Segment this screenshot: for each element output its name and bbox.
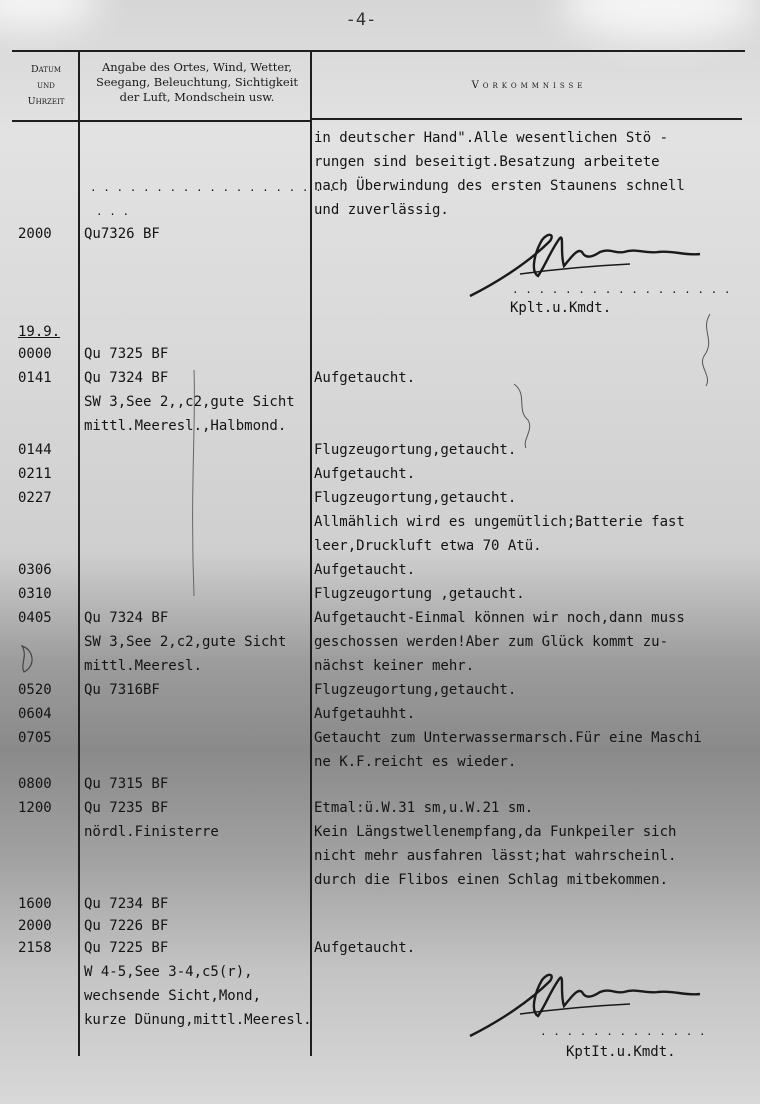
entry-event: Etmal:ü.W.31 sm,u.W.21 sm. bbox=[314, 800, 534, 816]
entry-event: Kein Längstwellenempfang,da Funkpeiler sich bbox=[314, 824, 677, 840]
entry-position: Qu 7234 BF bbox=[84, 896, 169, 912]
entry-time: 0144 bbox=[18, 442, 52, 458]
entry-event: durch die Flibos einen Schlag mitbekommen. bbox=[314, 872, 669, 888]
table-top-rule bbox=[12, 50, 745, 52]
header-ort: Angabe des Ortes, Wind, Wetter, Seegang, Beleuchtung, Sichtigkeit der Luft, Mondschein usw. bbox=[95, 60, 299, 104]
entry-time: 0705 bbox=[18, 730, 52, 746]
entry-position: SW 3,See 2,c2,gute Sicht bbox=[84, 634, 287, 650]
entry-event: Aufgetauhht. bbox=[314, 706, 416, 722]
entry-position: W 4-5,See 3-4,c5(r), bbox=[84, 964, 253, 980]
entry-position: Qu 7235 BF bbox=[84, 800, 169, 816]
entry-event: geschossen werden!Aber zum Glück kommt zu- bbox=[314, 634, 669, 650]
entry-time: 0800 bbox=[18, 776, 52, 792]
entry-time: 0227 bbox=[18, 490, 52, 506]
signature-2-caption: KptIt.u.Kmdt. bbox=[566, 1044, 676, 1060]
entry-position: Qu 7225 BF bbox=[84, 940, 169, 956]
dotted-filler: . . . . . . . . . . . . . . . . . . . . bbox=[90, 181, 349, 194]
entry-time: 1600 bbox=[18, 896, 52, 912]
entry-time: 0306 bbox=[18, 562, 52, 578]
entry-time: 0604 bbox=[18, 706, 52, 722]
signature-1-caption: Kplt.u.Kmdt. bbox=[510, 300, 612, 316]
entry-position: Qu 7324 BF bbox=[84, 610, 169, 626]
entry-event: Aufgetaucht. bbox=[314, 466, 416, 482]
entry-event: Flugzeugortung,getaucht. bbox=[314, 490, 517, 506]
entry-time: 0000 bbox=[18, 346, 52, 362]
pencil-mark bbox=[508, 380, 538, 450]
column-divider-1 bbox=[78, 50, 80, 1056]
entry-time: 0141 bbox=[18, 370, 52, 386]
page-number: -4- bbox=[345, 10, 377, 30]
entry-time: 2158 bbox=[18, 940, 52, 956]
entry-event: nächst keiner mehr. bbox=[314, 658, 475, 674]
date-19-9: 19.9. bbox=[18, 324, 61, 340]
signature-dots: . . . . . . . . . . . . . . . . . bbox=[512, 283, 731, 296]
entry-event: Aufgetaucht. bbox=[314, 562, 416, 578]
entry-position: mittl.Meeresl.,Halbmond. bbox=[84, 418, 287, 434]
header-datum: Datum und Uhrzeit bbox=[27, 64, 65, 107]
entry-event: Aufgetaucht-Einmal können wir noch,dann muss bbox=[314, 610, 685, 626]
entry-position: kurze Dünung,mittl.Meeresl. bbox=[84, 1012, 312, 1028]
entry-event: Flugzeugortung,getaucht. bbox=[314, 442, 517, 458]
entry-event: rungen sind beseitigt.Besatzung arbeitete bbox=[314, 154, 660, 170]
entry-event: nicht mehr ausfahren lässt;hat wahrscheinl. bbox=[314, 848, 677, 864]
entry-position: SW 3,See 2,,c2,gute Sicht bbox=[84, 394, 295, 410]
entry-event: Aufgetaucht. bbox=[314, 940, 416, 956]
entry-event: leer,Druckluft etwa 70 Atü. bbox=[314, 538, 542, 554]
entry-position: Qu 7324 BF bbox=[84, 370, 169, 386]
entry-event: Flugzeugortung,getaucht. bbox=[314, 682, 517, 698]
signature-dots: . . . . . . . . . . . . . bbox=[540, 1025, 706, 1038]
entry-position: nördl.Finisterre bbox=[84, 824, 219, 840]
entry-event: Aufgetaucht. bbox=[314, 370, 416, 386]
entry-position: Qu 7316BF bbox=[84, 682, 160, 698]
entry-position: Qu 7325 BF bbox=[84, 346, 169, 362]
entry-event: nach Überwindung des ersten Staunens schnell bbox=[314, 178, 685, 194]
entry-time: 0310 bbox=[18, 586, 52, 602]
entry-position: Qu7326 BF bbox=[84, 226, 160, 242]
entry-time: 0211 bbox=[18, 466, 52, 482]
entry-event: Allmählich wird es ungemütlich;Batterie fast bbox=[314, 514, 685, 530]
entry-time: 1200 bbox=[18, 800, 52, 816]
pencil-mark bbox=[14, 640, 44, 680]
entry-position: mittl.Meeresl. bbox=[84, 658, 203, 674]
entry-event: Getaucht zum Unterwassermarsch.Für eine Maschi bbox=[314, 730, 702, 746]
entry-time: 0405 bbox=[18, 610, 52, 626]
entry-position: Qu 7315 BF bbox=[84, 776, 169, 792]
header-bottom-rule-left bbox=[12, 120, 312, 122]
entry-event: ne K.F.reicht es wieder. bbox=[314, 754, 517, 770]
header-bottom-rule-right bbox=[312, 118, 742, 120]
entry-event: und zuverlässig. bbox=[314, 202, 449, 218]
pencil-mark bbox=[690, 310, 730, 390]
header-vorkommnisse: Vorkommnisse bbox=[471, 80, 587, 91]
entry-time: 2000 bbox=[18, 226, 52, 242]
entry-time: 0520 bbox=[18, 682, 52, 698]
dotted-filler: . . . bbox=[96, 205, 130, 218]
entry-position: Qu 7226 BF bbox=[84, 918, 169, 934]
entry-event: in deutscher Hand".Alle wesentlichen Stö - bbox=[314, 130, 669, 146]
entry-time: 2000 bbox=[18, 918, 52, 934]
column-divider-2 bbox=[310, 50, 312, 1056]
entry-position: wechsende Sicht,Mond, bbox=[84, 988, 262, 1004]
entry-event: Flugzeugortung ,getaucht. bbox=[314, 586, 525, 602]
pencil-mark bbox=[184, 368, 204, 598]
